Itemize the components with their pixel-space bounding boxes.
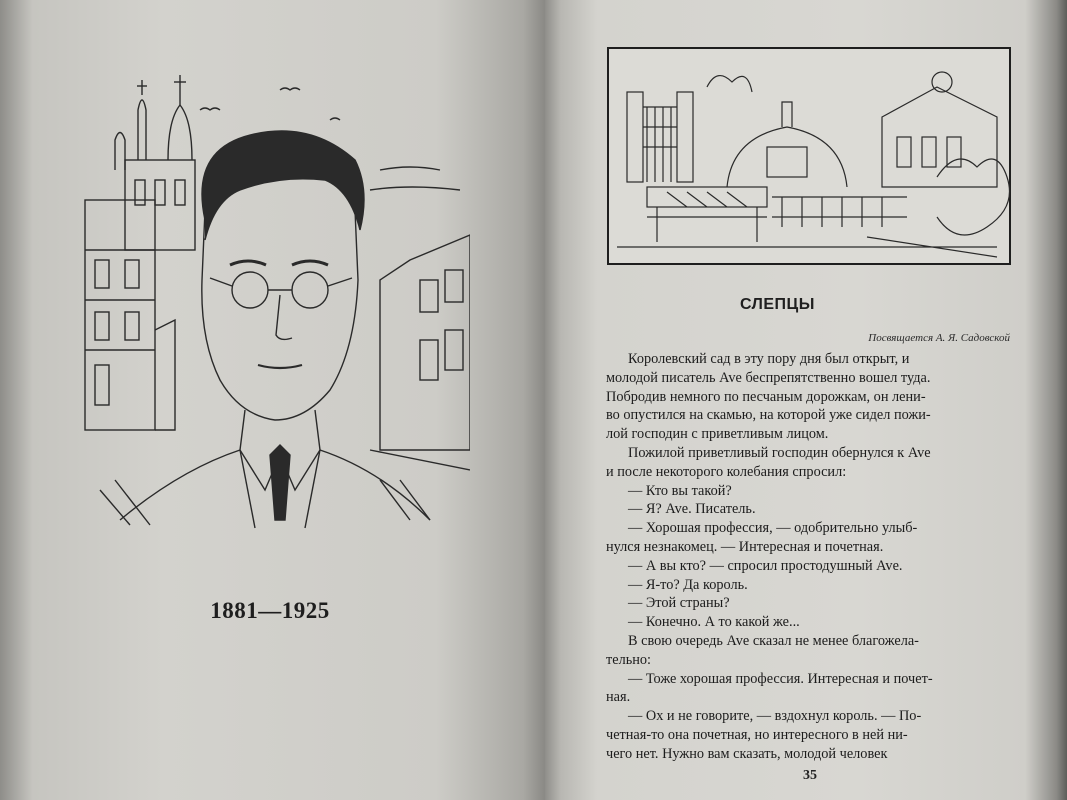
text-line: лой господин с приветливым лицом.	[606, 426, 829, 443]
author-life-years: 1881—1925	[210, 598, 330, 623]
story-text	[606, 350, 1016, 764]
text-line: — Этой страны?	[628, 595, 730, 612]
text-line: — Я? Ave. Писатель.	[628, 501, 756, 518]
author-portrait-illustration	[80, 50, 470, 530]
page-number: 35	[803, 768, 817, 783]
text-line: — Хорошая профессия, — одобрительно улыб-	[628, 520, 918, 537]
text-line: В свою очередь Ave сказал не менее благожела-	[628, 632, 919, 649]
text-line: — Тоже хорошая профессия. Интересная и почет-	[628, 670, 933, 687]
text-line: — А вы кто? — спросил простодушный Ave.	[628, 557, 903, 574]
text-line: — Кто вы такой?	[628, 482, 732, 499]
text-line: молодой писатель Ave беспрепятственно вошел туда.	[606, 369, 931, 386]
dedication: Посвящается А. Я. Садовской	[868, 332, 1010, 344]
text-line: Пожилой приветливый господин обернулся к Ave	[628, 444, 931, 461]
text-line: Королевский сад в эту пору дня был открыт, и	[628, 351, 910, 367]
text-line: во опустился на скамью, на которой уже сидел пожи-	[606, 407, 931, 424]
text-line: ная.	[606, 689, 631, 706]
text-line: тельно:	[606, 651, 652, 668]
story-title: СЛЕПЦЫ	[740, 296, 815, 313]
garden-illustration	[607, 47, 1011, 265]
text-line: — Я-то? Да король.	[628, 576, 748, 593]
text-line: чего нет. Нужно вам сказать, молодой человек	[606, 745, 888, 762]
text-line: четная-то она почетная, но интересного в ней ни-	[606, 726, 908, 743]
text-line: — Конечно. А то какой же...	[628, 614, 800, 631]
text-line: Побродив немного по песчаным дорожкам, он лени-	[606, 388, 926, 405]
text-line: — Ох и не говорите, — вздохнул король. — По-	[628, 708, 922, 725]
text-line: нулся незнакомец. — Интересная и почетная.	[606, 538, 884, 555]
text-line: и после некоторого колебания спросил:	[606, 463, 847, 480]
